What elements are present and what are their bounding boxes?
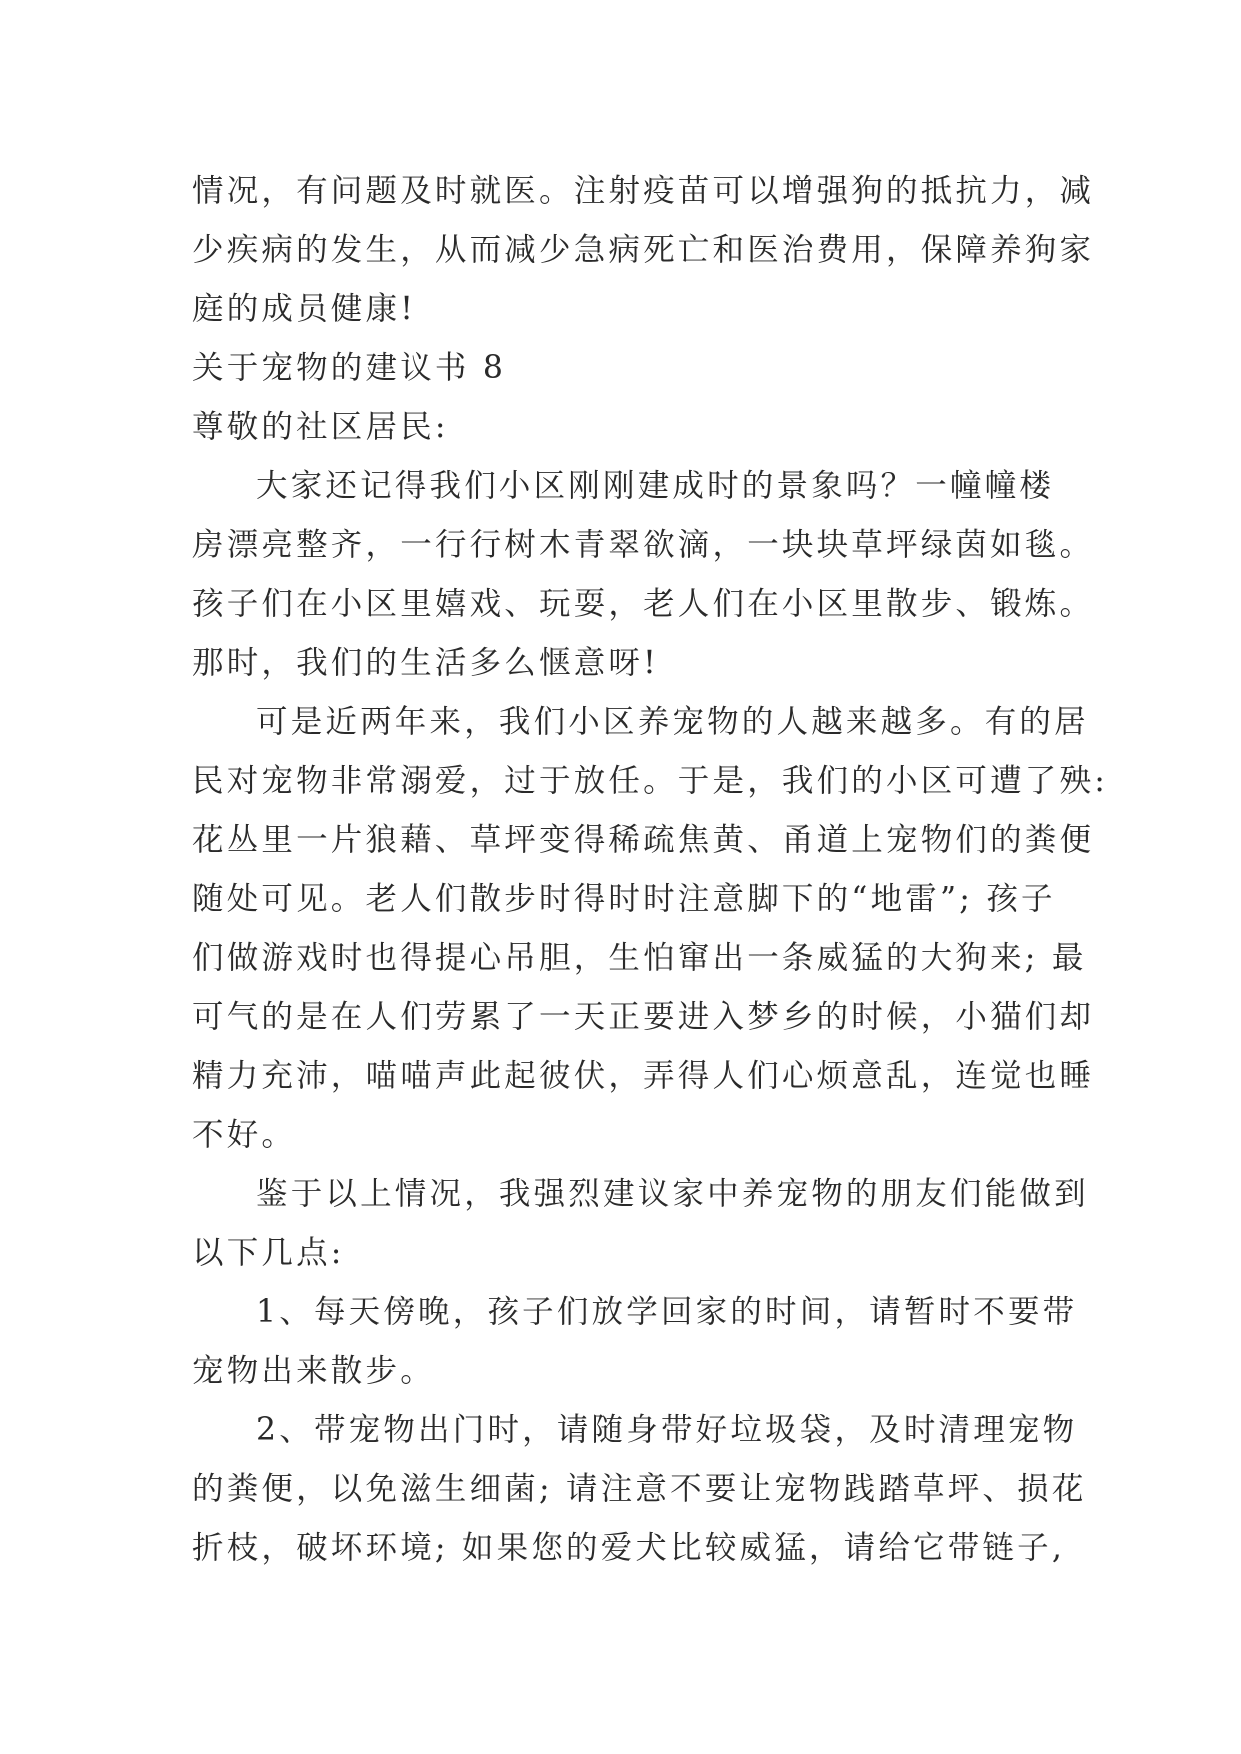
text-line-18: 鉴于以上情况，我强烈建议家中养宠物的朋友们能做到 [256, 1176, 1089, 1212]
salutation: 尊敬的社区居民: [192, 409, 449, 445]
text-line-3: 庭的成员健康! [192, 291, 417, 327]
text-line-9: 那时，我们的生活多么惬意呀! [192, 645, 659, 681]
text-line-14: 们做游戏时也得提心吊胆，生怕窜出一条威猛的大狗来; 最 [192, 940, 1087, 976]
text-line-8: 孩子们在小区里嬉戏、玩耍，老人们在小区里散步、锻炼。 [192, 586, 1095, 622]
text-line-13: 随处可见。老人们散步时得时时注意脚下的“地雷”; 孩子 [192, 881, 1056, 917]
text-line-2: 少疾病的发生，从而减少急病死亡和医治费用，保障养狗家 [192, 232, 1095, 268]
text-line-11: 民对宠物非常溺爱，过于放任。于是，我们的小区可遭了殃: [192, 763, 1109, 799]
text-line-6: 大家还记得我们小区刚刚建成时的景象吗？一幢幢楼 [256, 468, 1055, 504]
text-line-10: 可是近两年来，我们小区养宠物的人越来越多。有的居 [256, 704, 1089, 740]
list-item-1-line-1: 1、每天傍晚，孩子们放学回家的时间，请暂时不要带 [256, 1294, 1078, 1330]
list-item-2-line-3: 折枝，破坏环境; 如果您的爱犬比较威猛，请给它带链子, [192, 1530, 1066, 1566]
list-item-2-line-1: 2、带宠物出门时，请随身带好垃圾袋，及时清理宠物 [256, 1412, 1078, 1448]
text-line-7: 房漂亮整齐，一行行树木青翠欲滴，一块块草坪绿茵如毯。 [192, 527, 1095, 563]
list-item-2-line-2: 的粪便，以免滋生细菌; 请注意不要让宠物践踏草坪、损花 [192, 1471, 1087, 1507]
text-line-16: 精力充沛，喵喵声此起彼伏，弄得人们心烦意乱，连觉也睡 [192, 1058, 1095, 1094]
text-line-17: 不好。 [192, 1117, 297, 1153]
text-line-19: 以下几点: [192, 1235, 345, 1271]
text-line-12: 花丛里一片狼藉、草坪变得稀疏焦黄、甬道上宠物们的粪便 [192, 822, 1095, 858]
list-item-1-line-2: 宠物出来散步。 [192, 1353, 435, 1389]
text-line-1: 情况，有问题及时就医。注射疫苗可以增强狗的抵抗力，减 [192, 173, 1095, 209]
text-line-15: 可气的是在人们劳累了一天正要进入梦乡的时候，小猫们却 [192, 999, 1095, 1035]
section-heading: 关于宠物的建议书 8 [192, 350, 507, 386]
document-body [192, 162, 1109, 1578]
